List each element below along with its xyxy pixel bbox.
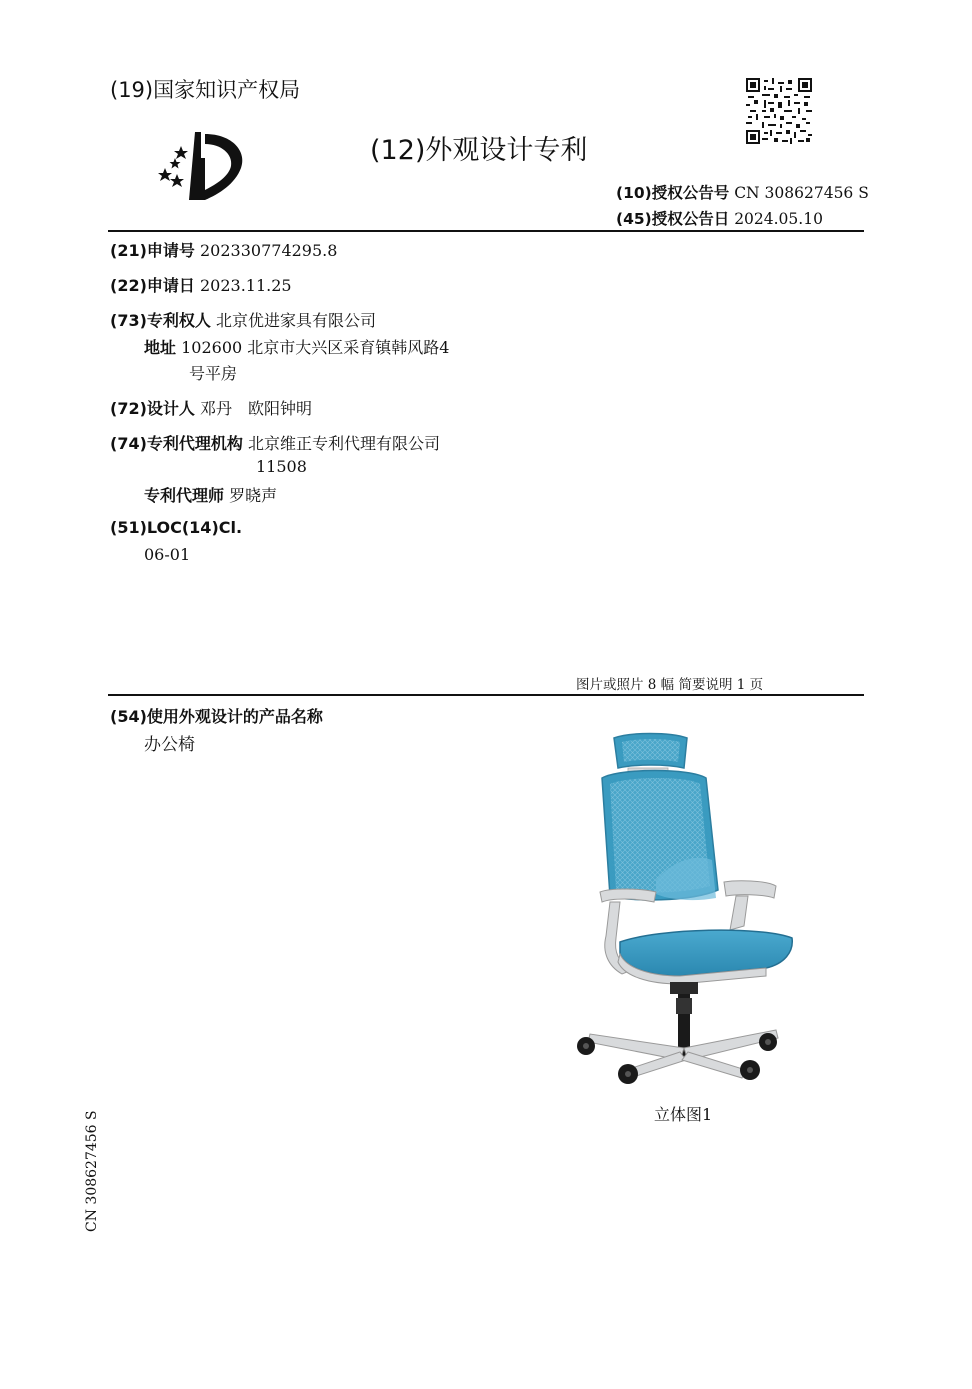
figure-caption: 立体图1	[654, 1105, 713, 1124]
agency-line-2: 11508	[256, 457, 307, 476]
agent: 罗晓声	[229, 486, 278, 505]
publication-number-row	[616, 181, 869, 203]
application-date-label: (22)申请日	[110, 276, 195, 295]
application-number-row	[110, 238, 337, 261]
address-row	[144, 335, 449, 358]
patentee: 北京优进家具有限公司	[216, 311, 377, 330]
application-number: 202330774295.8	[200, 241, 338, 260]
application-date: 2023.11.25	[200, 276, 292, 295]
pages-info: 图片或照片 8 幅 简要说明 1 页	[576, 677, 764, 693]
address-line-1: 102600 北京市大兴区采育镇韩风路4	[181, 338, 450, 357]
loc-classification-value: 06-01	[144, 545, 191, 564]
header-divider	[108, 230, 864, 232]
application-number-label: (21)申请号	[110, 241, 195, 260]
publication-date-row	[616, 207, 823, 229]
agency-label: (74)专利代理机构	[110, 434, 243, 453]
side-publication-number: CN 308627456 S	[84, 1110, 100, 1232]
patentee-label: (73)专利权人	[110, 311, 211, 330]
office-chair-figure	[570, 730, 805, 1090]
publication-date-label: (45)授权公告日	[616, 210, 730, 228]
agency-line-1: 北京维正专利代理有限公司	[248, 434, 441, 453]
publication-date: 2024.05.10	[734, 210, 823, 228]
application-date-row	[110, 273, 292, 296]
biblio-divider	[108, 694, 864, 696]
designer-label: (72)设计人	[110, 399, 195, 418]
agent-row	[144, 483, 277, 506]
agency-row	[110, 431, 440, 454]
address-line-2: 号平房	[189, 364, 238, 383]
product-name-label: (54)使用外观设计的产品名称	[110, 707, 323, 726]
patentee-row	[110, 308, 376, 331]
designer-row	[110, 396, 312, 419]
document-type-title: (12)外观设计专利	[370, 135, 588, 166]
publication-number-label: (10)授权公告号	[616, 184, 730, 202]
agent-label: 专利代理师	[144, 486, 225, 505]
publication-number: CN 308627456 S	[734, 184, 869, 202]
cnipa-logo	[155, 128, 247, 204]
product-name: 办公椅	[144, 735, 195, 755]
loc-classification-label: (51)LOC(14)Cl.	[110, 518, 243, 537]
issuer-name: (19)国家知识产权局	[110, 78, 301, 102]
address-label: 地址	[144, 338, 177, 357]
qr-code	[746, 78, 812, 144]
designers: 邓丹 欧阳钟明	[200, 399, 313, 418]
